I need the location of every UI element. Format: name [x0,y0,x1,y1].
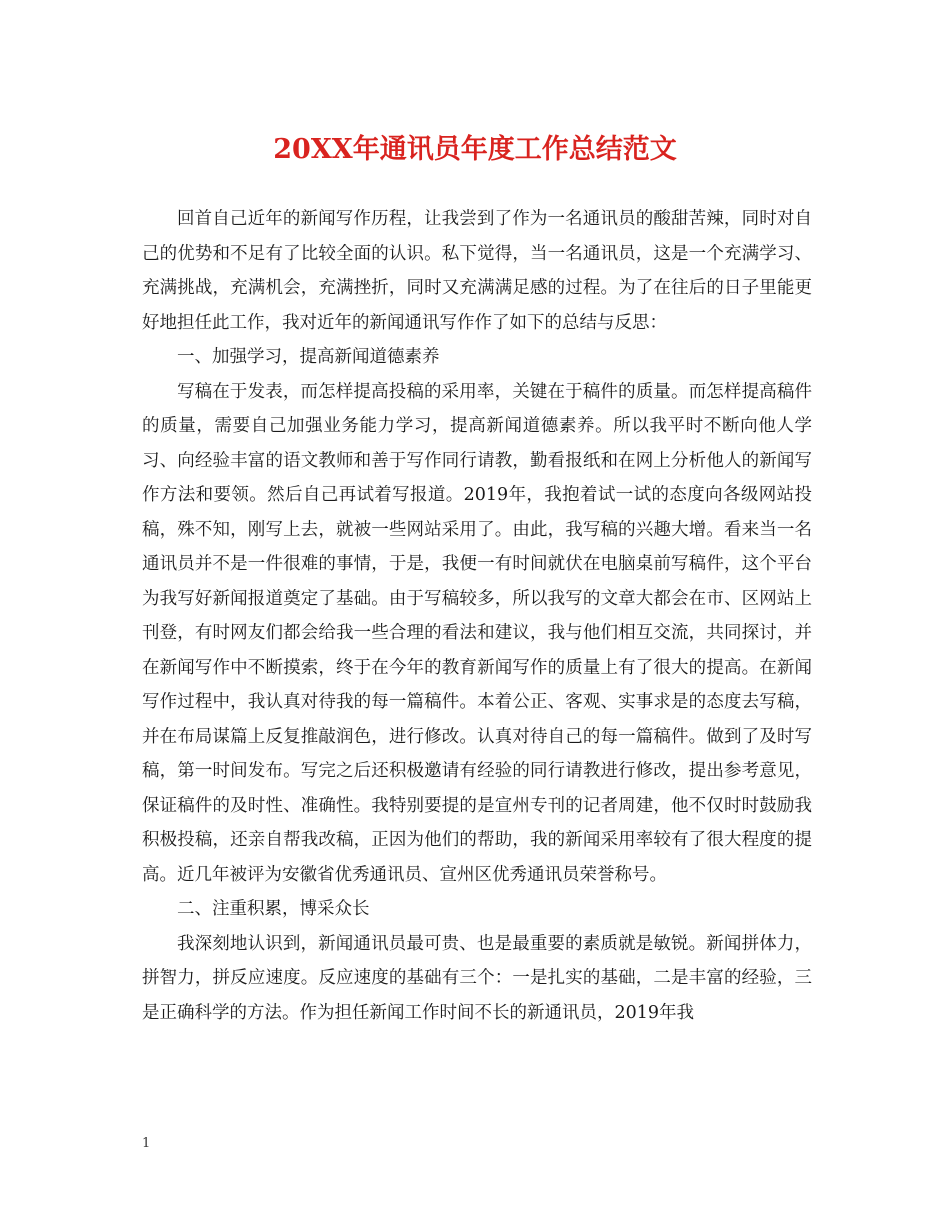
paragraph-section-2: 我深刻地认识到，新闻通讯员最可贵、也是最重要的素质就是敏锐。新闻拼体力，拼智力，拼反应速度。反应速度的基础有三个：一是扎实的基础，二是丰富的经验，三是正确科学的方法。作为担任新闻工作时间不长的新通讯员，2019年我 [142,933,812,1023]
document-title: 20XX年通讯员年度工作总结范文 [273,134,677,165]
document-body [142,202,812,1030]
paragraph-intro: 回首自己近年的新闻写作历程，让我尝到了作为一名通讯员的酸甜苦辣，同时对自己的优势和不足有了比较全面的认识。私下觉得，当一名通讯员，这是一个充满学习、充满挑战，充满机会，充满挫折，同时又充满满足感的过程。为了在往后的日子里能更好地担任此工作，我对近年的新闻通讯写作作了如下的总结与反思： [142,209,812,333]
section-heading-2: 二、注重积累，博采众长 [177,899,370,919]
section-heading-1: 一、加强学习，提高新闻道德素养 [177,347,440,367]
paragraph-section-1: 写稿在于发表，而怎样提高投稿的采用率，关键在于稿件的质量。而怎样提高稿件的质量，需要自己加强业务能力学习，提高新闻道德素养。所以我平时不断向他人学习、向经验丰富的语文教师和善于写作同行请教，勤看报纸和在网上分析他人的新闻写作方法和要领。然后自己再试着写报道。2019年，我抱着试一试的态度向各级网站投稿，殊不知，刚写上去，就被一些网站采用了。由此，我写稿的兴趣大增。看来当一名通讯员并不是一件很难的事情，于是，我便一有时间就伏在电脑桌前写稿件，这个平台为我写好新闻报道奠定了基础。由于写稿较多，所以我写的文章大都会在市、区网站上刊登，有时网友们都会给我一些合理的看法和建议，我与他们相互交流，共同探讨，并在新闻写作中不断摸索，终于在今年的教育新闻写作的质量上有了很大的提高。在新闻写作过程中，我认真对待我的每一篇稿件。本着公正、客观、实事求是的态度去写稿，并在布局谋篇上反复推敲润色，进行修改。认真对待自己的每一篇稿件。做到了及时写稿，第一时间发布。写完之后还积极邀请有经验的同行请教进行修改，提出参考意见，保证稿件的及时性、准确性。我特别要提的是宣州专刊的记者周建，他不仅时时鼓励我积极投稿，还亲自帮我改稿，正因为他们的帮助，我的新闻采用率较有了很大程度的提高。近几年被评为安徽省优秀通讯员、宣州区优秀通讯员荣誉称号。 [142,381,812,885]
page-number: 1 [142,1136,151,1151]
